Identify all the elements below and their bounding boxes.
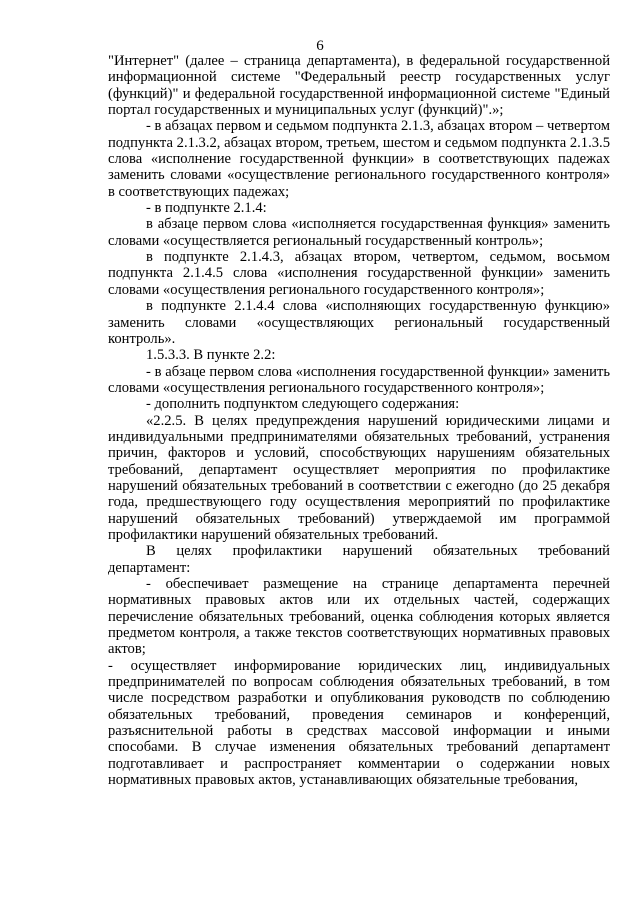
- paragraph: «2.2.5. В целях предупреждения нарушений юридическими лицами и индивидуальными предпринимателями обязательных требований, устранения причин, факторов и условий, способствующих нарушениям обязательных требований, департамент осуществляет мероприятия по профилактике нарушений обязательных требований в соответствии с ежегодно (до 25 декабря года, предшествующего году осуществления мероприятий по профилактике нарушений обязательных требований) утверждаемой им программой профилактики нарушений обязательных требований.: [108, 412, 610, 543]
- paragraph: в подпункте 2.1.4.4 слова «исполняющих государственную функцию» заменить словами «осуществляющих региональный государственный контроль».: [108, 298, 610, 347]
- paragraph: - осуществляет информирование юридических лиц, индивидуальных предпринимателей по вопросам соблюдения обязательных требований, в том числе посредством разработки и опубликования руководств по соблюдению обязательных требований, проведения семинаров и конференций, разъяснительной работы в средствах массовой информации и иными способами. В случае изменения обязательных требований департамент подготавливает и распространяет комментарии о содержании новых нормативных правовых актов, устанавливающих обязательные требования,: [108, 657, 610, 789]
- paragraph: В целях профилактики нарушений обязательных требований департамент:: [108, 543, 610, 576]
- paragraph: - в подпункте 2.1.4:: [146, 200, 267, 217]
- paragraph: - в абзаце первом слова «исполнения государственной функции» заменить словами «осуществления регионального государственного контроля»;: [108, 363, 610, 396]
- paragraph: 1.5.3.3. В пункте 2.2:: [146, 347, 276, 364]
- paragraph: - в абзацах первом и седьмом подпункта 2.1.3, абзацах втором – четвертом подпункта 2.1.3.2, абзацах втором, третьем, шестом и седьмом подпункта 2.1.3.5 слова «исполнение государственной функции» в соответствующих падежах заменить словами «осуществление регионального государственного контроля» в соответствующих падежах;: [108, 118, 610, 200]
- paragraph: - дополнить подпунктом следующего содержания:: [146, 396, 460, 413]
- page-number: 6: [316, 38, 324, 54]
- paragraph: "Интернет" (далее – страница департамента), в федеральной государственной информационной системе "Федеральный реестр государственных услуг (функций)" и федеральной государственной информационной системе "Единый портал государственных и муниципальных услуг (функций)".»;: [108, 53, 610, 119]
- document-body: [108, 53, 610, 788]
- paragraph: в абзаце первом слова «исполняется государственная функция» заменить словами «осуществляется региональный государственный контроль»;: [108, 216, 610, 249]
- paragraph: в подпункте 2.1.4.3, абзацах втором, четвертом, седьмом, восьмом подпункта 2.1.4.5 слова «исполнения государственной функции» заменить словами «осуществления регионального государственного контроля»;: [108, 249, 610, 298]
- paragraph: - обеспечивает размещение на странице департамента перечней нормативных правовых актов или их отдельных частей, содержащих перечисление обязательных требований, оценка соблюдения которых является предметом контроля, а также текстов соответствующих нормативных правовых актов;: [108, 576, 610, 658]
